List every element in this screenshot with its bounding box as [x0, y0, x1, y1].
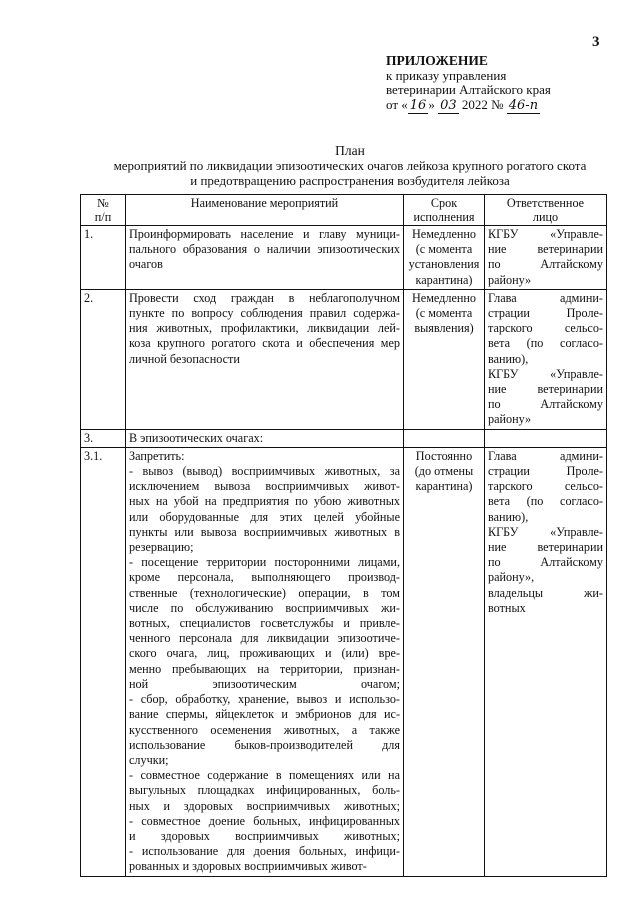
row-term-line: Немедленно: [411, 290, 476, 305]
row-resp: [485, 289, 607, 429]
row-term-line: установления: [408, 257, 480, 272]
row-resp-line: ние ветеринарии: [488, 382, 603, 397]
row-term: [404, 429, 485, 447]
row-resp-line: вета (по согласо-: [488, 336, 603, 351]
row-resp: [485, 447, 607, 876]
row-name-line: Проинформировать население и главу муници-: [129, 227, 400, 241]
row-term-line: выявления): [414, 321, 474, 336]
row-num-line: 3.: [84, 430, 94, 445]
header-name: Наименование мероприятий: [126, 195, 404, 226]
row-resp-line: тарского сельсо-: [488, 321, 603, 336]
row-resp-line: ванию),: [488, 351, 529, 366]
row-resp-line: Глава админи-: [488, 448, 603, 463]
row-term: [404, 289, 485, 429]
row-resp: [485, 226, 607, 290]
row-resp-line: району»: [488, 412, 532, 427]
row-num-line: 3.1.: [84, 448, 103, 463]
row-name: [126, 429, 404, 447]
row-resp-line: КГБУ «Управле-: [488, 524, 603, 539]
row-name-line: ных и здоровых восприимчивых животных;: [129, 798, 400, 813]
row-name-line: - сбор, обработку, хранение, вывоз и использо-: [129, 692, 400, 707]
plan-subtitle-2: и предотвращению распространения возбудителя лейкоза: [190, 173, 510, 188]
row-name-line: - совместное содержание в помещениях или на: [129, 768, 400, 783]
row-name-line: коза крупного рогатого скота и обеспечения мер: [129, 336, 400, 351]
row-name-line: или оборудованные для этих целей убойные: [129, 509, 400, 524]
row-name-line: - посещение территории посторонними лицами,: [129, 555, 400, 570]
row-resp-line: по Алтайскому: [488, 397, 603, 412]
row-term-line: карантина): [415, 479, 473, 494]
row-name-line: резервацию;: [129, 540, 194, 555]
appendix-block: [386, 54, 551, 113]
row-name-line: ского очага, лиц, проживающих и (или) вре-: [129, 646, 400, 661]
table-row: [81, 226, 607, 290]
row-name-line: ных на убой на предприятия по убою животных: [129, 494, 400, 509]
row-term-line: (с момента: [415, 242, 473, 257]
row-resp: [485, 429, 607, 447]
date-month: 03: [440, 97, 457, 113]
row-resp-line: владельцы жи-: [488, 585, 603, 600]
row-resp-line: району»,: [488, 570, 535, 585]
row-name-line: выгульных площадках инфицированных, боль-: [129, 783, 400, 798]
appendix-title: ПРИЛОЖЕНИЕ: [386, 53, 488, 68]
row-name-line: ния животных, профилактики, ликвидации лей-: [129, 321, 400, 336]
row-name-line: ственные (технологические) операции, в том: [129, 585, 400, 600]
row-term-line: Немедленно: [411, 227, 476, 241]
row-name-line: - совместное доение больных, инфицированных: [129, 813, 400, 828]
table-row: [81, 447, 607, 876]
row-name-line: числе по обслуживанию восприимчивых жи-: [129, 600, 400, 615]
row-num-line: 2.: [84, 290, 94, 305]
header-num-line: №: [97, 196, 109, 210]
row-name-line: рованных и здоровых восприимчивых живот-: [129, 859, 367, 874]
appendix-line-2: ветеринарии Алтайского края: [386, 82, 551, 97]
header-responsible: [485, 195, 607, 226]
date-prefix: от «: [386, 96, 408, 112]
row-resp-line: по Алтайскому: [488, 257, 603, 272]
plan-subtitle-1: мероприятий по ликвидации эпизоотических очагов лейкоза крупного рогатого скота: [113, 158, 587, 173]
row-resp-line: ние ветеринарии: [488, 540, 603, 555]
header-term: [404, 195, 485, 226]
row-name-line: вание спермы, яйцеклеток и эмбрионов для ис-: [129, 707, 400, 722]
table-row: [81, 289, 607, 429]
row-term: [404, 447, 485, 876]
row-term: [404, 226, 485, 290]
row-name-line: использование быков-производителей для: [129, 737, 400, 752]
header-num: [81, 195, 126, 226]
row-name: [126, 289, 404, 429]
row-name-line: очагов: [129, 257, 163, 272]
header-resp-line: Ответственное: [506, 196, 585, 210]
row-resp-line: страции Проле-: [488, 464, 603, 479]
page-number: 3: [592, 34, 600, 50]
row-name: [126, 447, 404, 876]
row-name-line: ченного персонала для ликвидации эпизоотиче-: [129, 631, 400, 646]
date-mid: »: [428, 96, 435, 112]
row-name-line: кусственного осеменения животных, а также: [129, 722, 400, 737]
date-year: 2022 №: [461, 96, 504, 112]
appendix-date-line: [386, 98, 551, 114]
row-resp-line: вета (по согласо-: [488, 494, 603, 509]
row-name-line: и здоровых восприимчивых животных;: [129, 828, 400, 843]
plan-title: План: [335, 143, 365, 158]
row-name-line: ной эпизоотическим очагом;: [129, 676, 400, 691]
row-name-line: личной безопасности: [129, 351, 240, 366]
order-number: 46-п: [508, 97, 539, 113]
header-term-line: исполнения: [413, 210, 475, 224]
appendix-line-1: к приказу управления: [386, 67, 507, 83]
row-name: [126, 226, 404, 290]
row-num-line: 1.: [84, 227, 94, 241]
row-resp-line: страции Проле-: [488, 306, 603, 321]
row-resp-line: Глава админи-: [488, 290, 603, 305]
row-term-line: Постоянно: [415, 448, 473, 463]
row-resp-line: ванию),: [488, 509, 529, 524]
row-resp-line: району»: [488, 272, 532, 287]
row-name-line: кроме персонала, выполняющего производ-: [129, 570, 400, 585]
row-name-line: В эпизоотических очагах:: [129, 430, 264, 445]
row-resp-line: ние ветеринарии: [488, 242, 603, 257]
row-term-line: (до отмены: [414, 464, 474, 479]
row-resp-line: по Алтайскому: [488, 555, 603, 570]
row-resp-line: вотных: [488, 600, 526, 615]
header-num-line: п/п: [94, 210, 112, 224]
row-resp-line: КГБУ «Управле-: [488, 227, 603, 241]
row-name-line: вотных, специалистов госветслужбы и привле-: [129, 616, 400, 631]
header-resp-line: лицо: [532, 210, 559, 224]
row-name-line: пального образования о наличии эпизоотических: [129, 242, 400, 257]
row-num: [81, 289, 126, 429]
header-term-line: Срок: [430, 196, 458, 210]
row-name-line: пункте по вопросу соблюдения правил содержа-: [129, 306, 400, 321]
table-header-row: [81, 195, 607, 226]
row-num: [81, 447, 126, 876]
row-name-line: менно пребывающих на территории, признан-: [129, 661, 400, 676]
row-name-line: случки;: [129, 752, 169, 767]
row-name-line: пункты или вывоза восприимчивых животных в: [129, 524, 400, 539]
measures-table: [80, 194, 607, 877]
row-term-line: карантина): [415, 272, 473, 287]
row-name-line: Запретить:: [129, 448, 185, 463]
row-num: [81, 226, 126, 290]
plan-heading: [80, 143, 620, 188]
row-resp-line: тарского сельсо-: [488, 479, 603, 494]
row-term-line: (с момента: [415, 306, 473, 321]
date-day: 16: [409, 97, 427, 113]
row-num: [81, 429, 126, 447]
row-resp-line: КГБУ «Управле-: [488, 366, 603, 381]
row-name-line: - вывоз (вывод) восприимчивых животных, за: [129, 464, 400, 479]
table-row: [81, 429, 607, 447]
row-name-line: - использование для доения больных, инфици-: [129, 844, 400, 859]
row-name-line: исключением вывоза восприимчивых живот-: [129, 479, 400, 494]
row-name-line: Провести сход граждан в неблагополучном: [129, 290, 400, 305]
